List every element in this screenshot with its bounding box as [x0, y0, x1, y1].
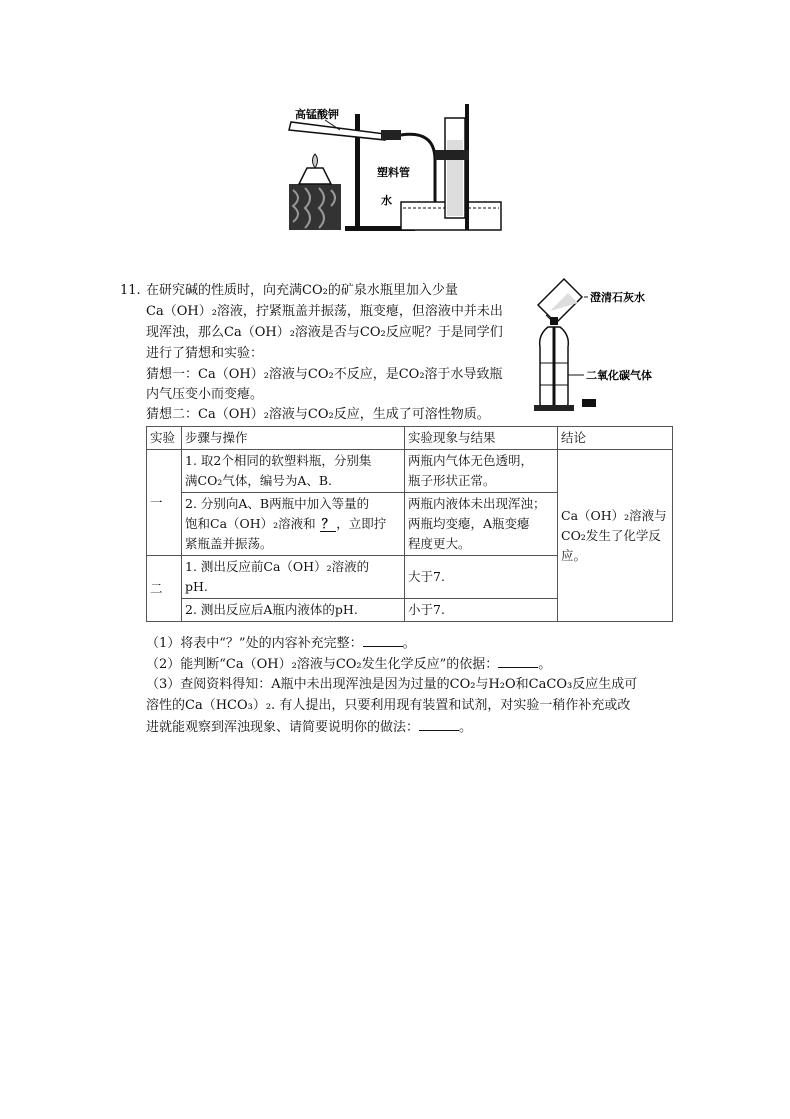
- experiment-2-label: 二: [147, 556, 182, 622]
- label-water: 水: [381, 194, 392, 207]
- header-observations: 实验现象与结果: [405, 427, 558, 450]
- observation-text: 两瓶内气体无色透明，: [408, 453, 534, 468]
- header-steps: 步骤与操作: [182, 427, 405, 450]
- question-number: 11.: [120, 283, 141, 298]
- sub-question-3-line-c: [146, 718, 472, 737]
- header-experiment: 实验: [147, 427, 182, 450]
- question-line-2: Ca（OH）₂溶液，拧紧瓶盖并振荡，瓶变瘪，但溶液中并未出: [146, 304, 503, 319]
- step-text: 1. 测出反应前Ca（OH）₂溶液的: [185, 559, 370, 574]
- experiment-2-step-1: [182, 556, 405, 599]
- answer-blank[interactable]: [419, 718, 459, 731]
- sub-question-end: 。: [538, 657, 552, 672]
- bottle-figure: [528, 275, 673, 415]
- experiment-1-step-2: [182, 493, 405, 556]
- step-text: 2. 分别向A、B两瓶中加入等量的: [185, 496, 370, 511]
- label-plastic-tube: 塑料管: [377, 166, 410, 179]
- hypothesis-1-line-b: 内气压变小而变瘪。: [146, 387, 264, 402]
- step-text: 满CO₂气体，编号为A、B.: [185, 473, 333, 488]
- observation-text: 两瓶内液体未出现浑浊；: [408, 496, 546, 511]
- sub-question-2: [146, 655, 551, 674]
- kmno4-apparatus-figure: [285, 100, 505, 235]
- conclusion-text: 应。: [561, 547, 587, 563]
- step-text: 1. 取2个相同的软塑料瓶，分别集: [185, 453, 372, 468]
- step-text: 饱和Ca（OH）₂溶液和: [185, 516, 316, 531]
- experiment-2-observation-1: 大于7.: [405, 556, 558, 599]
- conclusion-cell: [558, 450, 673, 622]
- sub-question-3-line-a: （3）查阅资料得知：A瓶中未出现浑浊是因为过量的CO₂与H₂O和CaCO₃反应生成可: [146, 677, 638, 692]
- answer-blank[interactable]: [363, 634, 403, 647]
- sub-question-text: （1）将表中“？”处的内容补充完整：: [146, 636, 363, 651]
- sub-question-end: 。: [459, 720, 473, 735]
- conclusion-text: Ca（OH）₂溶液与: [561, 507, 667, 523]
- hypothesis-2: 猜想二：Ca（OH）₂溶液与CO₂反应，生成了可溶性物质。: [146, 407, 490, 422]
- sub-question-1: [146, 634, 416, 653]
- conclusion-text: CO₂发生了化学反: [561, 527, 661, 543]
- header-conclusion: 结论: [558, 427, 673, 450]
- observation-text: 程度更大。: [408, 536, 471, 551]
- observation-text: 瓶子形状正常。: [408, 473, 496, 488]
- step-text: ，立即拧: [336, 516, 387, 531]
- experiment-1-label: 一: [147, 450, 182, 556]
- question-line-1: 在研究碱的性质时，向充满CO₂的矿泉水瓶里加入少量: [146, 283, 458, 298]
- experiment-2-step-2: 2. 测出反应后A瓶内液体的pH.: [182, 599, 405, 622]
- label-co2-gas: 二氧化碳气体: [586, 369, 652, 382]
- label-kmno4: 高锰酸钾: [295, 108, 339, 121]
- experiment-1-step-1: [182, 450, 405, 493]
- sub-question-text: （2）能判断“Ca（OH）₂溶液与CO₂发生化学反应”的依据：: [146, 657, 499, 672]
- hypothesis-1-line-a: 猜想一：Ca（OH）₂溶液与CO₂不反应，是CO₂溶于水导致瓶: [146, 367, 503, 382]
- sub-question-end: 。: [402, 636, 416, 651]
- experiment-1-observation-2: [405, 493, 558, 556]
- sub-question-3-line-b: 溶性的Ca（HCO₃）₂. 有人提出，只要利用现有装置和试剂，对实验一稍作补充或改: [146, 698, 631, 713]
- label-limewater: 澄清石灰水: [590, 291, 645, 304]
- observation-text: 两瓶均变瘪，A瓶变瘪: [408, 516, 530, 531]
- experiment-1-observation-1: [405, 450, 558, 493]
- step-text: 紧瓶盖并振荡。: [185, 536, 273, 551]
- step-text-line: [185, 514, 401, 534]
- question-mark-blank: ？: [321, 516, 335, 531]
- experiment-2-observation-2: 小于7.: [405, 599, 558, 622]
- step-text: pH.: [185, 579, 208, 594]
- experiment-table: [146, 426, 673, 622]
- sub-question-text: 进就能观察到浑浊现象、请简要说明你的做法：: [146, 720, 420, 735]
- question-line-4: 进行了猜想和实验：: [146, 346, 264, 361]
- question-line-3: 现浑浊，那么Ca（OH）₂溶液是否与CO₂反应呢？于是同学们: [146, 325, 503, 340]
- answer-blank[interactable]: [498, 655, 538, 668]
